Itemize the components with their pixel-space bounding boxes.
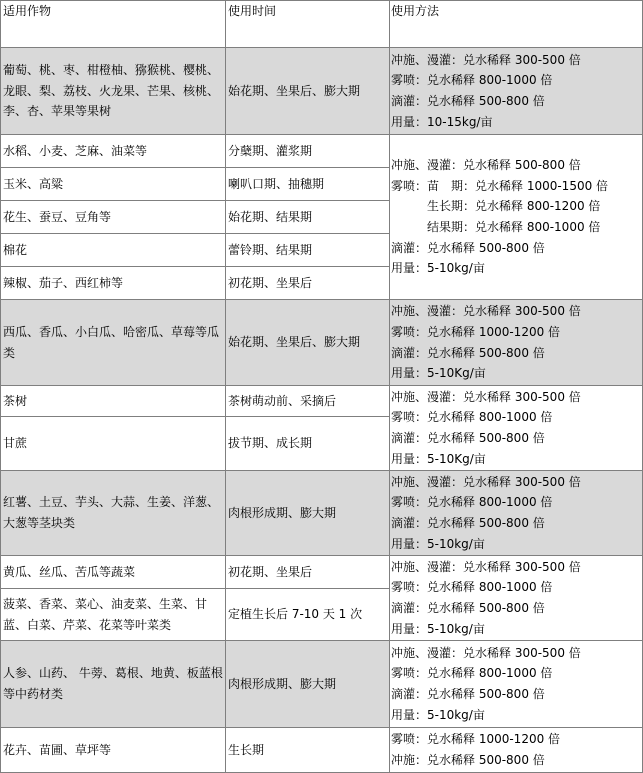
method-line: 滴灌：兑水稀释 500-800 倍 xyxy=(391,516,545,530)
method-line: 用量：5-10kg/亩 xyxy=(391,536,485,551)
method-line: 雾喷：兑水稀释 800-1000 倍 xyxy=(391,666,553,681)
method-line: 冲施、漫灌：兑水稀释 300-500 倍 xyxy=(391,645,581,660)
method-line: 用量：5-10kg/亩 xyxy=(391,707,485,722)
table-row xyxy=(1,48,643,135)
method-cell xyxy=(390,300,643,386)
method-line: 用量：10-15kg/亩 xyxy=(391,114,493,129)
method-cell-merged xyxy=(390,135,643,300)
method-line: 雾喷：兑水稀释 800-1000 倍 xyxy=(391,580,553,595)
method-line: 生长期：兑水稀释 800-1200 倍 xyxy=(427,199,601,214)
crop-cell: 花生、蚕豆、豆角等 xyxy=(1,201,226,234)
crop-cell: 甘蔗 xyxy=(1,417,226,471)
method-line: 雾喷：兑水稀释 1000-1200 倍 xyxy=(391,732,561,747)
method-cell xyxy=(390,471,643,556)
crop-cell: 菠菜、香菜、菜心、油麦菜、生菜、甘蓝、白菜、芹菜、花菜等叶菜类 xyxy=(1,589,226,641)
time-cell: 生长期 xyxy=(226,728,390,773)
table-row xyxy=(1,471,643,556)
crop-cell: 辣椒、茄子、西红柿等 xyxy=(1,267,226,300)
table-row xyxy=(1,135,643,168)
crop-cell: 葡萄、桃、枣、柑橙柚、猕猴桃、樱桃、龙眼、梨、荔枝、火龙果、芒果、核桃、李、杏、苹果等果树 xyxy=(1,48,226,135)
method-line: 雾喷：兑水稀释 800-1000 倍 xyxy=(391,495,553,510)
time-cell: 分蘖期、灌浆期 xyxy=(226,135,390,168)
method-line: 雾喷：兑水稀释 1000-1200 倍 xyxy=(391,324,561,339)
method-line: 雾喷：兑水稀释 800-1000 倍 xyxy=(391,73,553,88)
method-line: 冲施、漫灌：兑水稀释 300-500 倍 xyxy=(391,559,581,574)
method-cell xyxy=(390,641,643,728)
time-cell: 蕾铃期、结果期 xyxy=(226,234,390,267)
time-cell: 肉根形成期、膨大期 xyxy=(226,471,390,556)
header-time: 使用时间 xyxy=(226,1,390,48)
time-cell: 喇叭口期、抽穗期 xyxy=(226,168,390,201)
method-line: 用量：5-10Kg/亩 xyxy=(391,366,486,381)
method-cell-merged xyxy=(390,556,643,641)
crop-cell: 玉米、高粱 xyxy=(1,168,226,201)
method-line: 滴灌：兑水稀释 500-800 倍 xyxy=(391,240,545,255)
method-line: 冲施、漫灌：兑水稀释 300-500 倍 xyxy=(391,389,581,404)
crop-cell: 花卉、苗圃、草坪等 xyxy=(1,728,226,773)
method-line: 结果期：兑水稀释 800-1000 倍 xyxy=(427,220,601,234)
crop-cell: 红薯、土豆、芋头、大蒜、生姜、洋葱、大葱等茎块类 xyxy=(1,471,226,556)
header-row xyxy=(1,1,643,48)
crop-cell: 水稻、小麦、芝麻、油菜等 xyxy=(1,135,226,168)
method-line: 滴灌：兑水稀释 500-800 倍 xyxy=(391,431,545,445)
crop-cell: 黄瓜、丝瓜、苦瓜等蔬菜 xyxy=(1,556,226,589)
method-line: 滴灌：兑水稀释 500-800 倍 xyxy=(391,345,545,360)
method-line: 雾喷：兑水稀释 800-1000 倍 xyxy=(391,410,553,425)
table-row xyxy=(1,728,643,773)
method-line: 滴灌：兑水稀释 500-800 倍 xyxy=(391,601,545,615)
time-cell: 始花期、结果期 xyxy=(226,201,390,234)
method-line: 用量：5-10kg/亩 xyxy=(391,261,485,276)
method-cell-merged xyxy=(390,386,643,471)
method-cell xyxy=(390,48,643,135)
time-cell: 始花期、坐果后、膨大期 xyxy=(226,48,390,135)
method-line: 滴灌：兑水稀释 500-800 倍 xyxy=(391,687,545,701)
time-cell: 肉根形成期、膨大期 xyxy=(226,641,390,728)
time-cell: 茶树萌动前、采摘后 xyxy=(226,386,390,417)
table-row xyxy=(1,641,643,728)
time-cell: 初花期、坐果后 xyxy=(226,267,390,300)
header-method: 使用方法 xyxy=(390,1,643,48)
method-line: 冲施、漫灌：兑水稀释 300-500 倍 xyxy=(391,474,581,489)
method-line: 用量：5-10Kg/亩 xyxy=(391,451,486,466)
crop-cell: 棉花 xyxy=(1,234,226,267)
method-line: 雾喷：苗 期：兑水稀释 1000-1500 倍 xyxy=(391,178,609,193)
crop-cell: 茶树 xyxy=(1,386,226,417)
method-line: 冲施、漫灌：兑水稀释 300-500 倍 xyxy=(391,304,581,319)
table-row xyxy=(1,300,643,386)
method-line: 滴灌：兑水稀释 500-800 倍 xyxy=(391,94,545,108)
time-cell: 定植生长后 7-10 天 1 次 xyxy=(226,589,390,641)
crop-cell: 人参、山药、 牛蒡、葛根、地黄、板蓝根等中药材类 xyxy=(1,641,226,728)
crop-cell: 西瓜、香瓜、小白瓜、哈密瓜、草莓等瓜类 xyxy=(1,300,226,386)
table-row xyxy=(1,386,643,417)
method-line: 冲施、漫灌：兑水稀释 500-800 倍 xyxy=(391,157,581,172)
time-cell: 拔节期、成长期 xyxy=(226,417,390,471)
table-row xyxy=(1,556,643,589)
method-line: 冲施、漫灌：兑水稀释 300-500 倍 xyxy=(391,52,581,67)
time-cell: 初花期、坐果后 xyxy=(226,556,390,589)
method-cell xyxy=(390,728,643,773)
header-crop: 适用作物 xyxy=(1,1,226,48)
time-cell: 始花期、坐果后、膨大期 xyxy=(226,300,390,386)
method-line: 用量：5-10kg/亩 xyxy=(391,621,485,636)
method-line: 冲施：兑水稀释 500-800 倍 xyxy=(391,753,545,767)
